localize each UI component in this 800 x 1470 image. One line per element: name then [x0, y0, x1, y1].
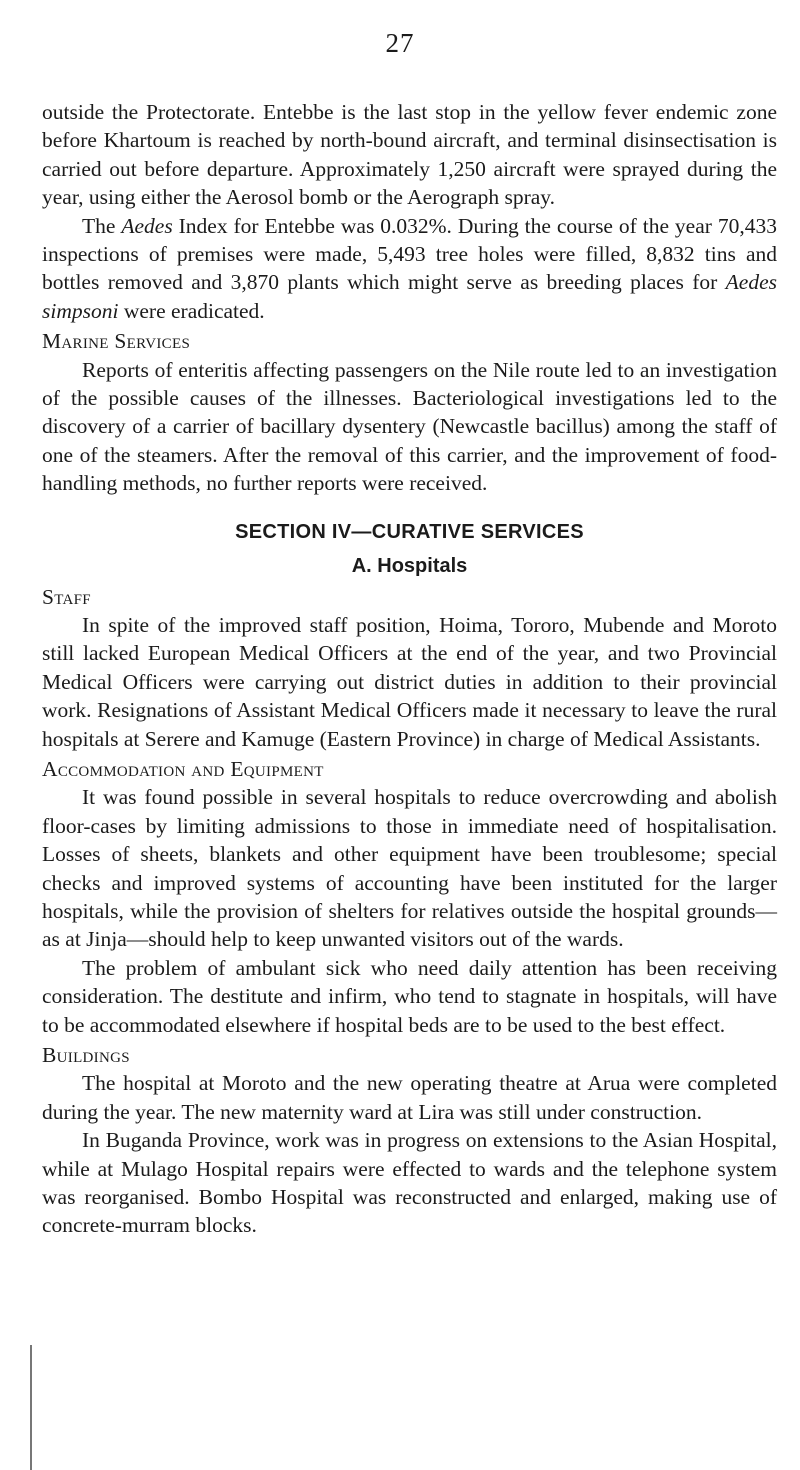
- staff-paragraph-1: In spite of the improved staff position, Hoima, Tororo, Mubende and Moroto still lacked European Medical Officers at the end of the year, and two Provincial Medical Officers were carrying out district duties in addition to their provincial work. Resignations of Assistant Medical Officers made it necessary to leave the rural hospitals at Serere and Kamuge (Eastern Province) in charge of Medical Assistants.: [42, 612, 777, 751]
- accommodation-paragraph-1: It was found possible in several hospitals to reduce overcrowding and abolish floor-cases by limiting admissions to those in immediate need of hospitalisation. Losses of sheets, blankets and other equipment have been troublesome; special checks and improved systems of accounting have been instituted for the larger hospitals, while the provision of shelters for relatives outside the hospital grounds—as at Jinja—should help to keep unwanted visitors out of the wards.: [42, 785, 777, 952]
- text-run: were eradicated.: [118, 298, 265, 323]
- section-title: SECTION IV—CURATIVE SERVICES: [235, 520, 584, 543]
- accommodation-paragraph-2: The problem of ambulant sick who need daily attention has been receiving consideration. The destitute and infirm, who tend to stagnate in hospitals, will have to be accommodated elsewhere if hospital beds are to be used to the best effect.: [42, 955, 777, 1037]
- buildings-paragraph-1: The hospital at Moroto and the new operating theatre at Arua were completed during the year. The new maternity ward at Lira was still under construction.: [42, 1071, 777, 1124]
- species-name: Aedes simpsoni: [42, 270, 777, 323]
- marine-paragraph-1: Reports of enteritis affecting passengers on the Nile route led to an investigation of the possible causes of the illnesses. Bacteriological investigations led to the discovery of a carrier of bacillary dysentery (Newcastle bacillus) among the staff of one of the steamers. After the removal of this carrier, and the improvement of food-handling methods, no further reports were received.: [42, 357, 777, 496]
- page-number: 27: [385, 28, 415, 58]
- margin-line: [30, 1345, 32, 1470]
- section-subtitle: A. Hospitals: [351, 555, 468, 578]
- buildings-paragraph-2: In Buganda Province, work was in progress on extensions to the Asian Hospital, while at Mulago Hospital repairs were effected to wards and the telephone system was reorganised. Bombo Hospital was reconstructed and enlarged, making use of concrete-murram blocks.: [42, 1128, 777, 1238]
- text-run: The: [82, 213, 122, 238]
- heading-marine-services: Marine Services: [42, 329, 191, 354]
- heading-accommodation: Accommodation and Equipment: [42, 756, 324, 781]
- body-text: [42, 98, 777, 1240]
- intro-paragraph-2: [42, 212, 777, 326]
- intro-paragraph-1: outside the Protectorate. Entebbe is the last stop in the yellow fever endemic zone before Khartoum is reached by north-bound aircraft, and terminal disinsectisation is carried out before departure. Approximately 1,250 aircraft were sprayed during the year, using either the Aerosol bomb or the Aerograph spray.: [42, 100, 777, 210]
- text-run: Index for Entebbe was 0.032%. During the course of the year 70,433 inspections of premises were made, 5,493 tree holes were filled, 8,832 tins and bottles removed and 3,870 plants which might serve as breeding places for: [42, 213, 777, 295]
- species-name: Aedes: [121, 213, 173, 238]
- heading-staff: Staff: [42, 584, 91, 609]
- heading-buildings: Buildings: [42, 1043, 130, 1067]
